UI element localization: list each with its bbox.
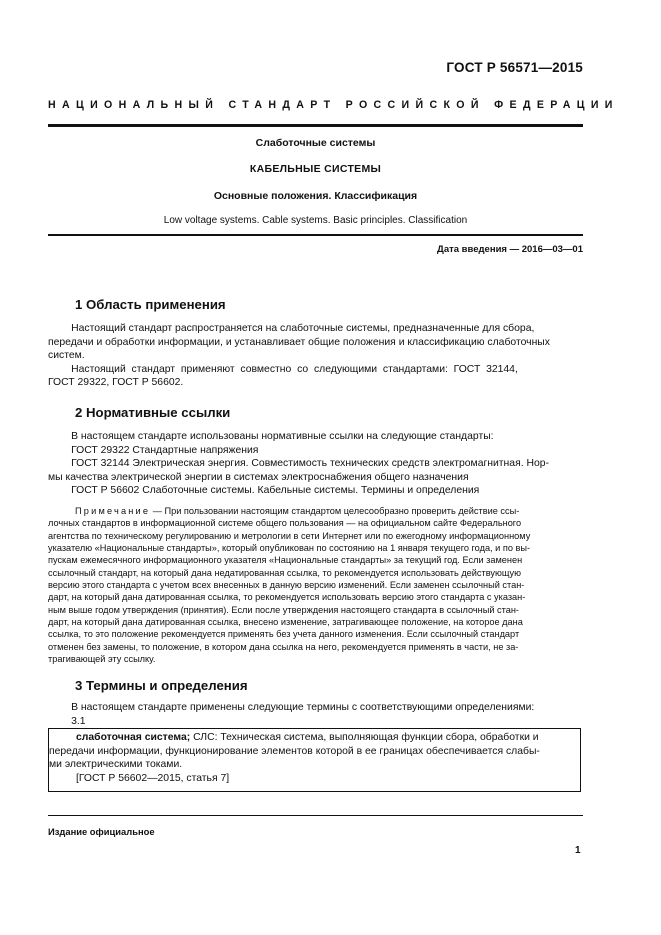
title-line-2: КАБЕЛЬНЫЕ СИСТЕМЫ: [249, 163, 382, 175]
note-line: дарт, на который дана датированная ссылка, то рекомендуется использовать версию этого стандарта с указан-: [48, 592, 526, 603]
section-1-line: ГОСТ 29322, ГОСТ Р 56602.: [48, 377, 184, 389]
definition-line: ми электрическими токами.: [49, 759, 183, 771]
title-divider: [48, 234, 583, 236]
note-line: ссылочный стандарт, на который дана недатированная ссылка, то рекомендуется использовать действующую: [48, 567, 522, 578]
term-definition-start: СЛС: Техническая система, выполняющая функции сбора, обработки и: [190, 732, 539, 743]
title-line-3: Основные положения. Классификация: [213, 190, 418, 202]
english-title: Low voltage systems. Cable systems. Basic principles. Classification: [163, 215, 468, 226]
national-standard-title: НАЦИОНАЛЬНЫЙ СТАНДАРТ РОССИЙСКОЙ ФЕДЕРАЦИИ: [48, 99, 619, 111]
footer-divider: [48, 815, 583, 816]
section-2-body: [48, 430, 583, 498]
note-line: дарт, на который дана датированная ссылка, внесено изменение, затрагивающее положение, на которое дана: [48, 617, 523, 628]
note-first-line: — При пользовании настоящим стандартом целесообразно проверить действие ссы-: [150, 506, 520, 516]
introduction-date: Дата введения — 2016—03—01: [437, 244, 583, 255]
definition-source: [ГОСТ Р 56602—2015, статья 7]: [76, 772, 230, 784]
section-3-line: 3.1: [48, 715, 86, 727]
note-line: ным выше годом утверждения (принятия). Если после утверждения настоящего стандарта в ссылочный стан-: [48, 604, 519, 615]
note-label: Примечание: [75, 506, 151, 516]
section-1-heading: 1 Область применения: [75, 297, 226, 312]
term-definition: [49, 731, 580, 785]
note-line: ссылка, то это положение рекомендуется применять без учета данного изменения. Если ссылочный стандарт: [48, 629, 520, 640]
note-line: указателю «Национальные стандарты», который опубликован по состоянию на 1 января текущего года, и по вы-: [48, 543, 531, 554]
note-line: отменен без замены, то положение, в котором дана ссылка на него, рекомендуется применять в части, не за-: [48, 641, 519, 652]
section-1-body: [48, 322, 583, 390]
page-number: 1: [575, 845, 581, 856]
section-3-heading: 3 Термины и определения: [75, 678, 248, 693]
section-2-line: В настоящем стандарте использованы нормативные ссылки на следующие стандарты:: [48, 431, 494, 442]
section-2-line: ГОСТ 32144 Электрическая энергия. Совместимость технических средств электромагнитная. Нор-: [48, 458, 549, 470]
official-edition-label: Издание официальное: [48, 826, 155, 837]
section-2-line: ГОСТ Р 56602 Слаботочные системы. Кабельные системы. Термины и определения: [48, 485, 480, 497]
note-line: лочных стандартов в информационной системе общего пользования — на официальном сайте Федерального: [48, 518, 522, 529]
note-block: [48, 505, 583, 665]
note-line: агентства по техническому регулированию и метрологии в сети Интернет или по ежегодному информационному: [48, 530, 531, 541]
section-1-line: Настоящий стандарт распространяется на слаботочные системы, предназначенные для сбора,: [48, 323, 535, 334]
section-2-heading: 2 Нормативные ссылки: [75, 405, 231, 420]
section-2-line: ГОСТ 29322 Стандартные напряжения: [48, 444, 259, 456]
section-3-body: [48, 701, 583, 728]
note-line: версию этого стандарта с учетом всех внесенных в данную версию изменений. Если заменен ссылочный стан-: [48, 580, 525, 591]
title-line-1: Слаботочные системы: [255, 137, 376, 149]
document-code: ГОСТ Р 56571—2015: [446, 60, 583, 75]
section-1-line: передачи и обработки информации, и устанавливает общие положения и классификацию слаботочных: [48, 336, 550, 348]
note-line: трагивающей эту ссылку.: [48, 654, 156, 665]
definition-line: передачи информации, функционирование элементов которой в ее границах обеспечивается слабы-: [49, 745, 540, 757]
top-divider: [48, 124, 583, 127]
term-name: слаботочная система;: [76, 732, 191, 743]
section-1-line: систем.: [48, 350, 85, 362]
term-definition-box: [48, 728, 581, 792]
note-line: пускам ежемесячного информационного указателя «Национальные стандарты» за текущий год. Если заменен: [48, 555, 523, 566]
section-1-line: Настоящий стандарт применяют совместно со следующими стандартами: ГОСТ 32144,: [48, 363, 518, 375]
section-3-line: В настоящем стандарте применены следующие термины с соответствующими определениями:: [48, 702, 535, 713]
section-2-line: мы качества электрической энергии в системах электроснабжения общего назначения: [48, 471, 469, 483]
